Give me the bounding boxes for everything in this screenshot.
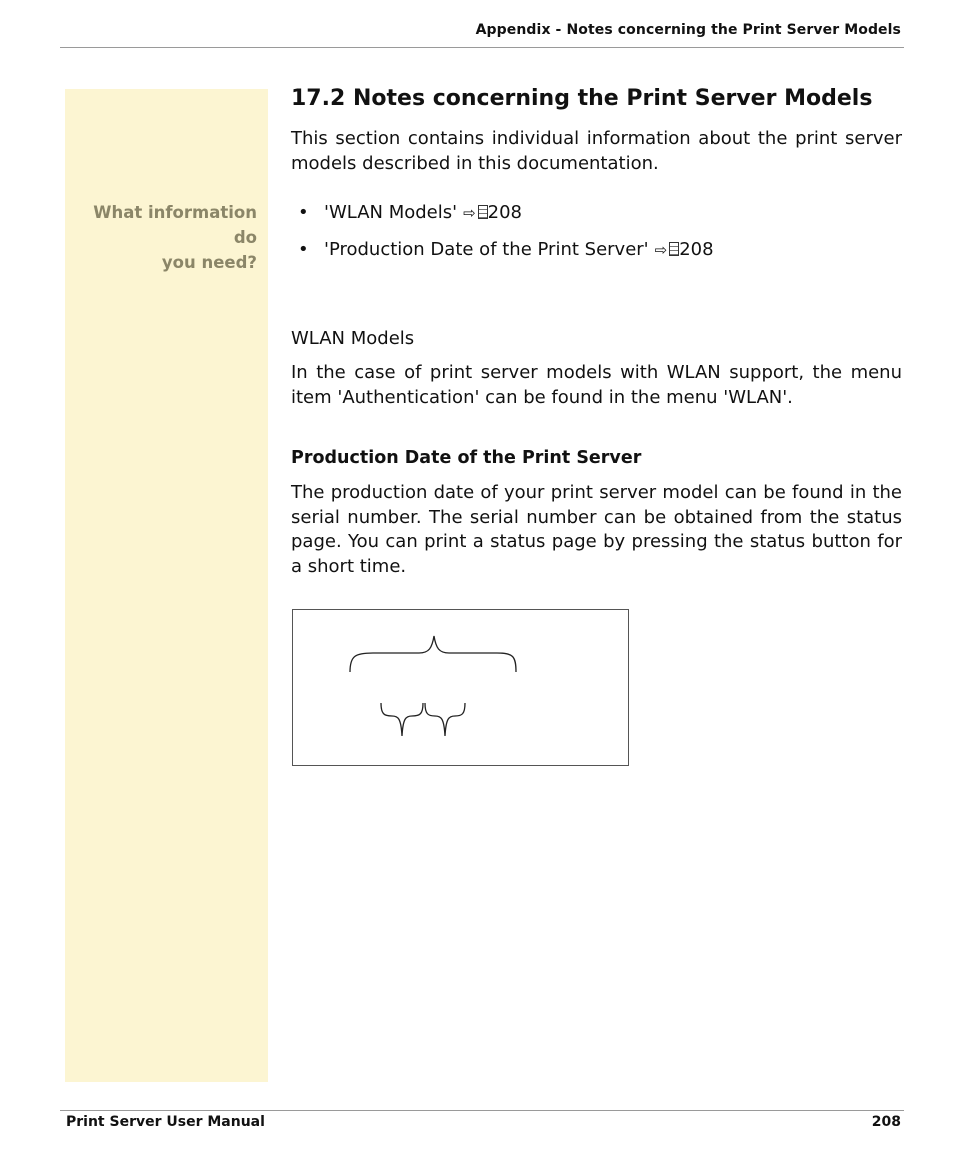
page-reference[interactable]: 208 xyxy=(487,202,522,223)
page-icon xyxy=(478,205,488,219)
page-icon xyxy=(669,242,679,256)
page-reference[interactable]: 208 xyxy=(679,239,714,260)
footer-manual-title: Print Server User Manual xyxy=(66,1114,265,1130)
footer-page-number: 208 xyxy=(871,1114,901,1130)
section-title xyxy=(291,86,872,111)
margin-note xyxy=(65,200,257,275)
margin-note-line2: you need? xyxy=(161,253,257,272)
list-item[interactable] xyxy=(298,201,714,238)
wlan-heading: WLAN Models xyxy=(291,328,415,349)
list-item[interactable] xyxy=(298,238,714,275)
lower-brace-left xyxy=(381,703,423,736)
margin-note-line1: What information do xyxy=(93,203,257,247)
lower-brace-right xyxy=(425,703,465,736)
reference-arrow-icon: ⇨ xyxy=(463,204,476,222)
section-number: 17.2 xyxy=(291,86,346,111)
bullet-icon: • xyxy=(298,202,309,223)
reference-arrow-icon: ⇨ xyxy=(654,241,668,259)
production-paragraph: The production date of your print server model can be found in the serial number. The serial number can be obtained from the status page. You can print a status page by pressing the status button for a short time. xyxy=(291,482,902,577)
footer-rule xyxy=(60,1110,904,1111)
serial-number-figure xyxy=(292,609,629,766)
bullet-icon: • xyxy=(298,239,309,260)
serial-brackets-diagram xyxy=(293,610,627,764)
list-item-label: 'WLAN Models' xyxy=(324,202,458,223)
intro-paragraph: This section contains individual information about the print server models described in this documentation. xyxy=(291,128,902,174)
upper-brace xyxy=(350,636,516,672)
reference-list xyxy=(298,201,714,275)
section-title-text: Notes concerning the Print Server Models xyxy=(353,86,873,111)
running-header: Appendix - Notes concerning the Print Server Models xyxy=(475,22,901,38)
header-rule xyxy=(60,47,904,48)
wlan-paragraph: In the case of print server models with WLAN support, the menu item 'Authentication' can be found in the menu 'WLAN'. xyxy=(291,362,902,408)
production-heading: Production Date of the Print Server xyxy=(291,448,642,468)
list-item-label: 'Production Date of the Print Server' xyxy=(324,239,649,260)
